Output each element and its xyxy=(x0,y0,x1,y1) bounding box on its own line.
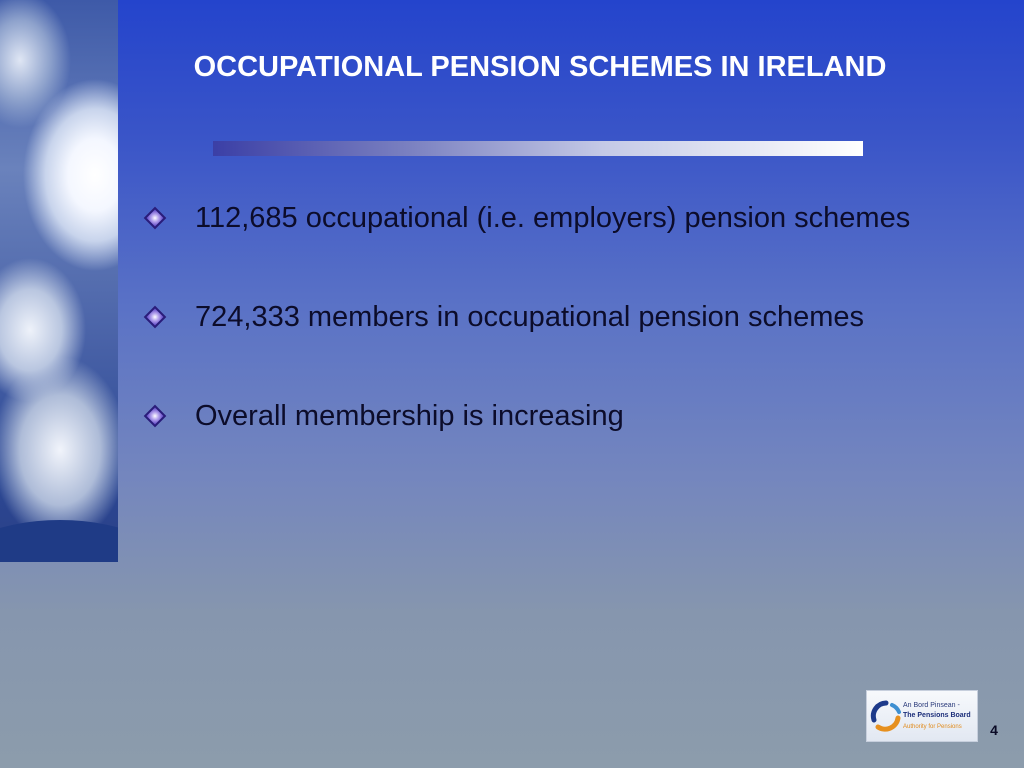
bullet-text: 724,333 members in occupational pension schemes xyxy=(195,301,865,333)
bullet-item xyxy=(140,295,920,339)
logo-line-3: Authority for Pensions xyxy=(903,724,962,730)
sky-image xyxy=(0,0,118,562)
diamond-bullet-icon xyxy=(144,207,167,230)
page-number: 4 xyxy=(990,722,998,738)
pensions-board-logo-icon xyxy=(870,700,902,732)
bullet-list xyxy=(140,196,920,438)
bullet-item xyxy=(140,394,920,438)
bullet-text: Overall membership is increasing xyxy=(195,400,624,432)
title-rule xyxy=(213,141,863,156)
bullet-item xyxy=(140,196,920,240)
diamond-bullet-icon xyxy=(144,306,167,329)
bullet-text: 112,685 occupational (i.e. employers) pension schemes xyxy=(195,202,911,234)
pensions-board-logo xyxy=(866,690,978,742)
horizon-shape xyxy=(0,520,118,562)
diamond-bullet-icon xyxy=(144,405,167,428)
slide-title: OCCUPATIONAL PENSION SCHEMES IN IRELAND xyxy=(193,51,887,83)
logo-line-2: The Pensions Board xyxy=(903,712,971,719)
logo-line-1: An Bord Pinsean - xyxy=(903,702,960,709)
